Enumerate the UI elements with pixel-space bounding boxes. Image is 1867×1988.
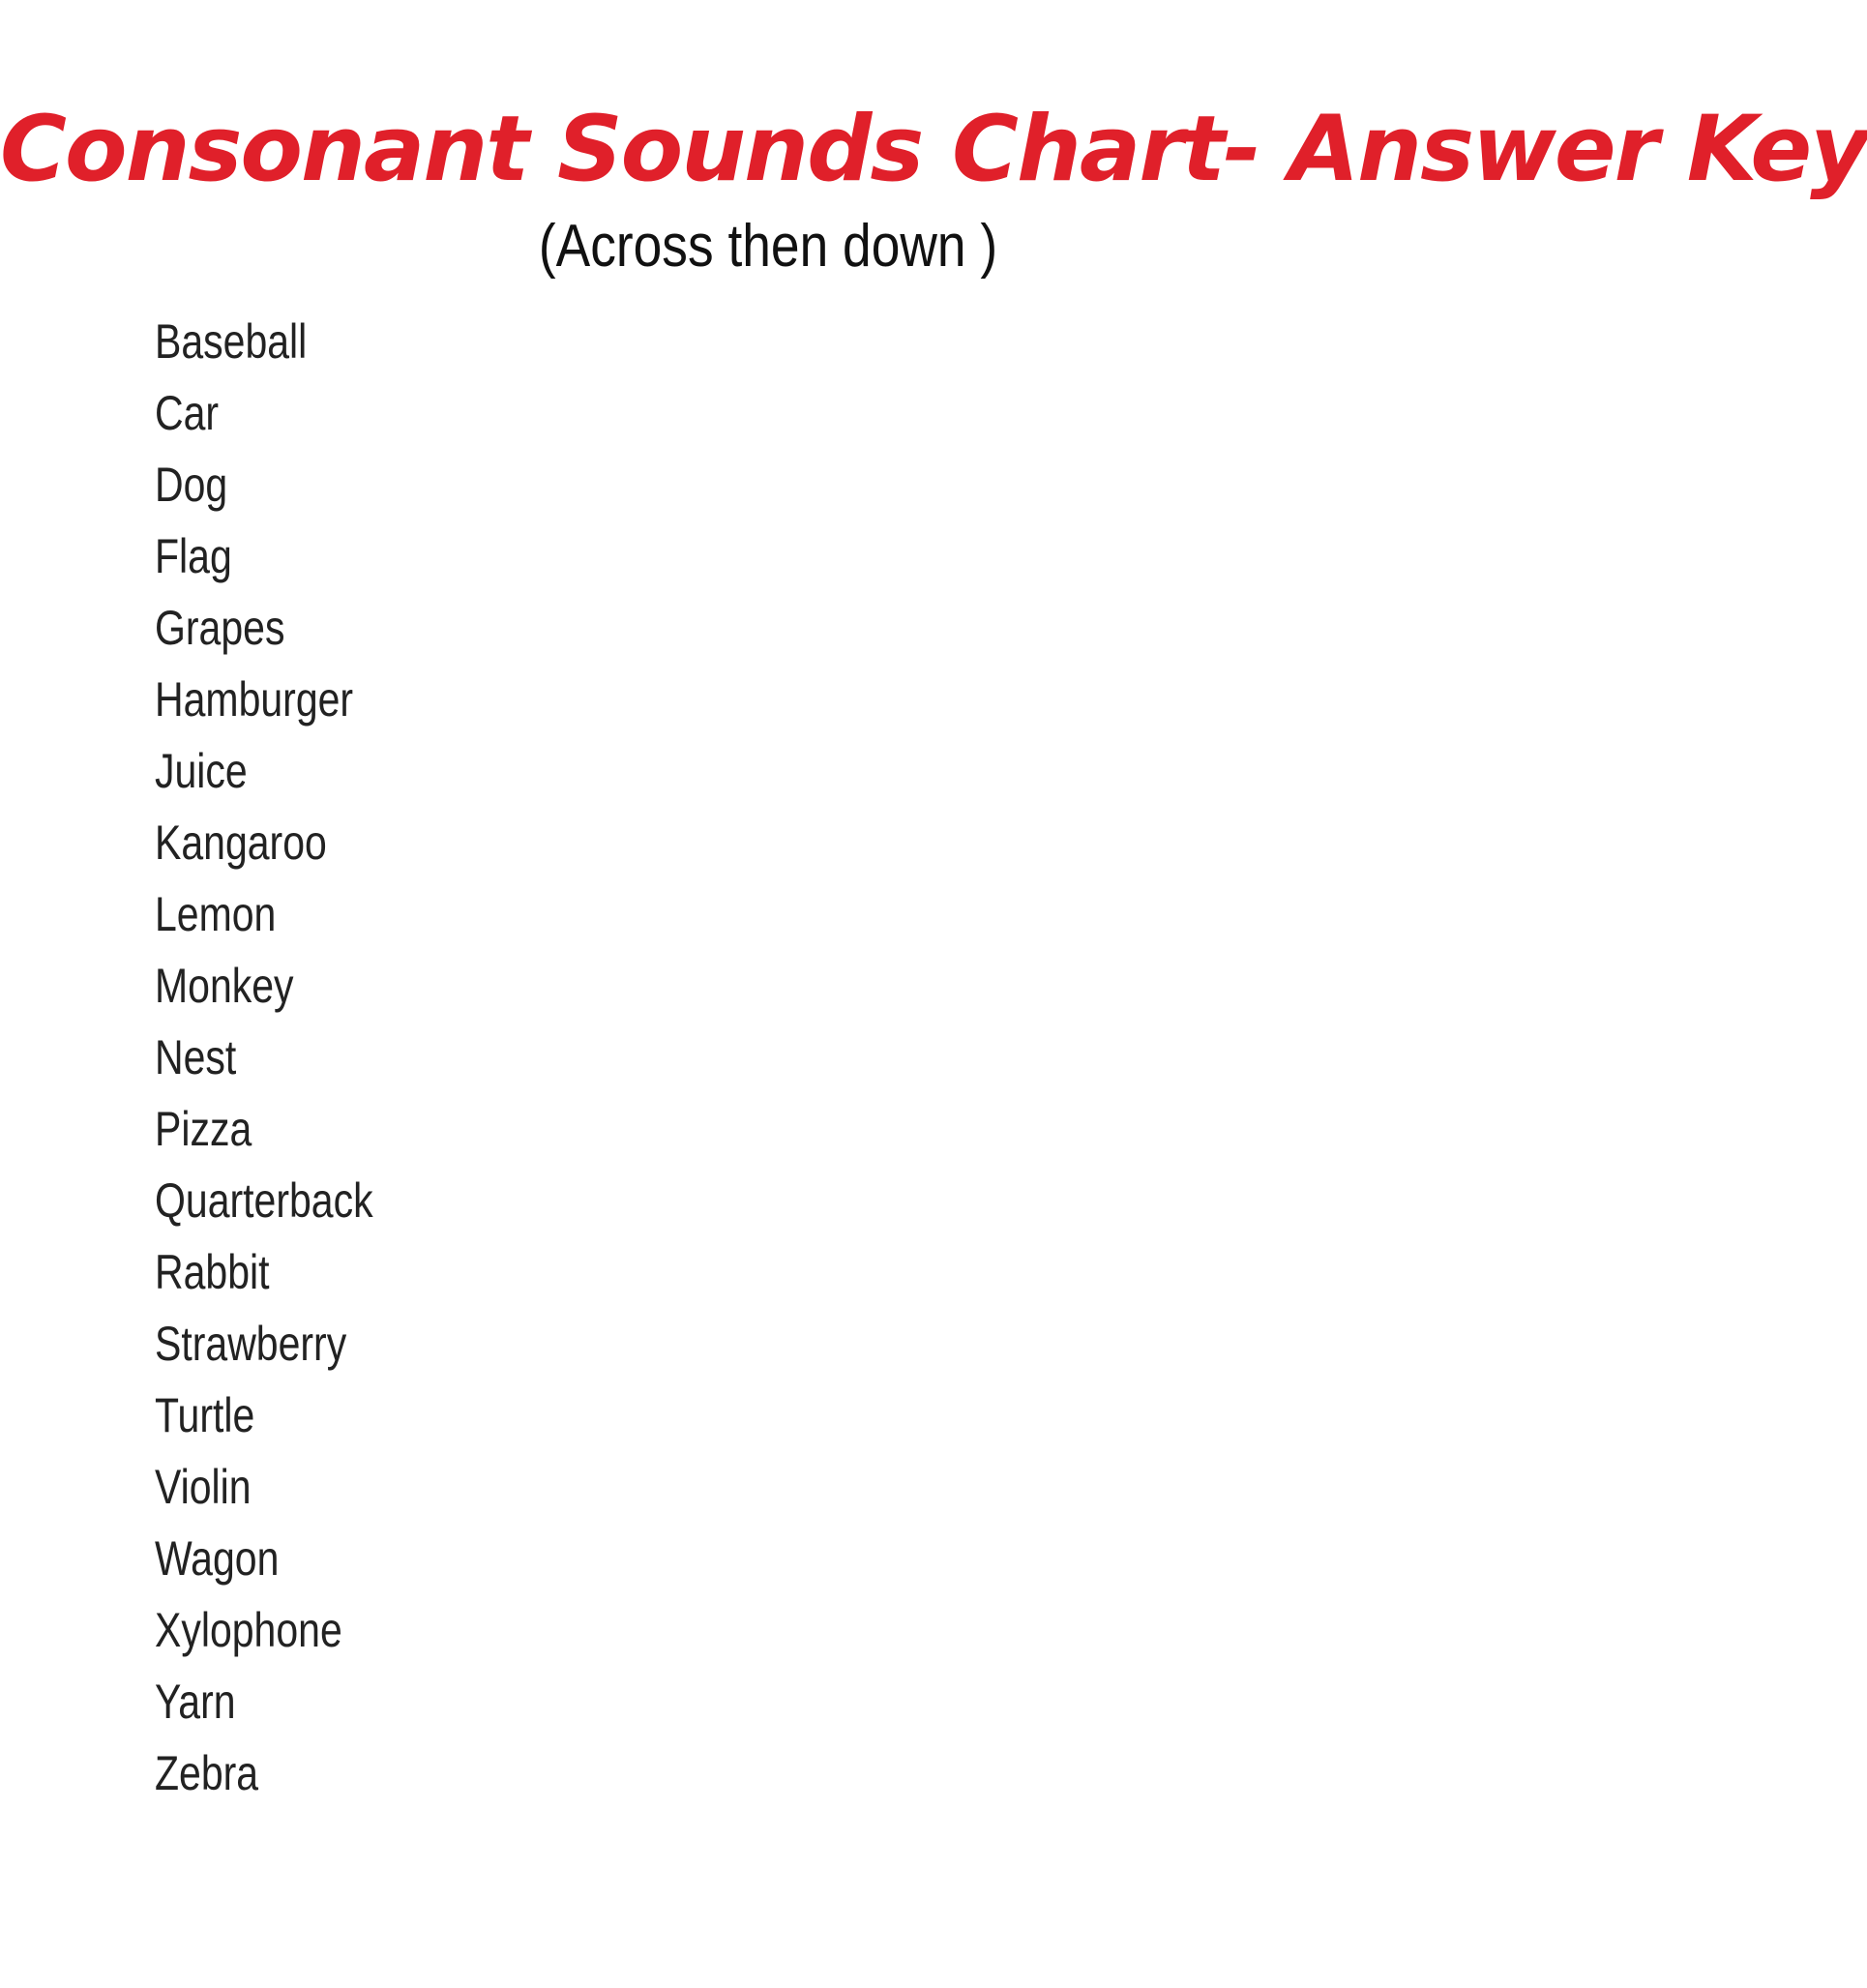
word-item-zebra: Zebra [155, 1746, 259, 1800]
word-item-hamburger: Hamburger [155, 672, 354, 727]
word-item-juice: Juice [155, 744, 248, 798]
page-subtitle: (Across then down ) [538, 213, 998, 280]
word-item-xylophone: Xylophone [155, 1603, 342, 1657]
word-item-baseball: Baseball [155, 314, 308, 369]
word-item-monkey: Monkey [155, 959, 294, 1013]
word-item-grapes: Grapes [155, 601, 285, 655]
word-item-pizza: Pizza [155, 1102, 252, 1156]
page-title: Consonant Sounds Chart- Answer Key [0, 97, 1867, 202]
word-item-strawberry: Strawberry [155, 1317, 347, 1371]
word-item-lemon: Lemon [155, 887, 277, 941]
word-item-violin: Violin [155, 1460, 252, 1514]
word-item-quarterback: Quarterback [155, 1173, 373, 1228]
word-item-flag: Flag [155, 529, 232, 583]
word-item-turtle: Turtle [155, 1388, 255, 1442]
answer-word-list [155, 306, 832, 1809]
word-item-rabbit: Rabbit [155, 1245, 270, 1299]
word-item-car: Car [155, 386, 220, 440]
word-item-yarn: Yarn [155, 1675, 236, 1729]
word-item-wagon: Wagon [155, 1531, 280, 1586]
word-item-dog: Dog [155, 458, 228, 512]
word-item-kangaroo: Kangaroo [155, 816, 327, 870]
word-item-nest: Nest [155, 1030, 237, 1084]
